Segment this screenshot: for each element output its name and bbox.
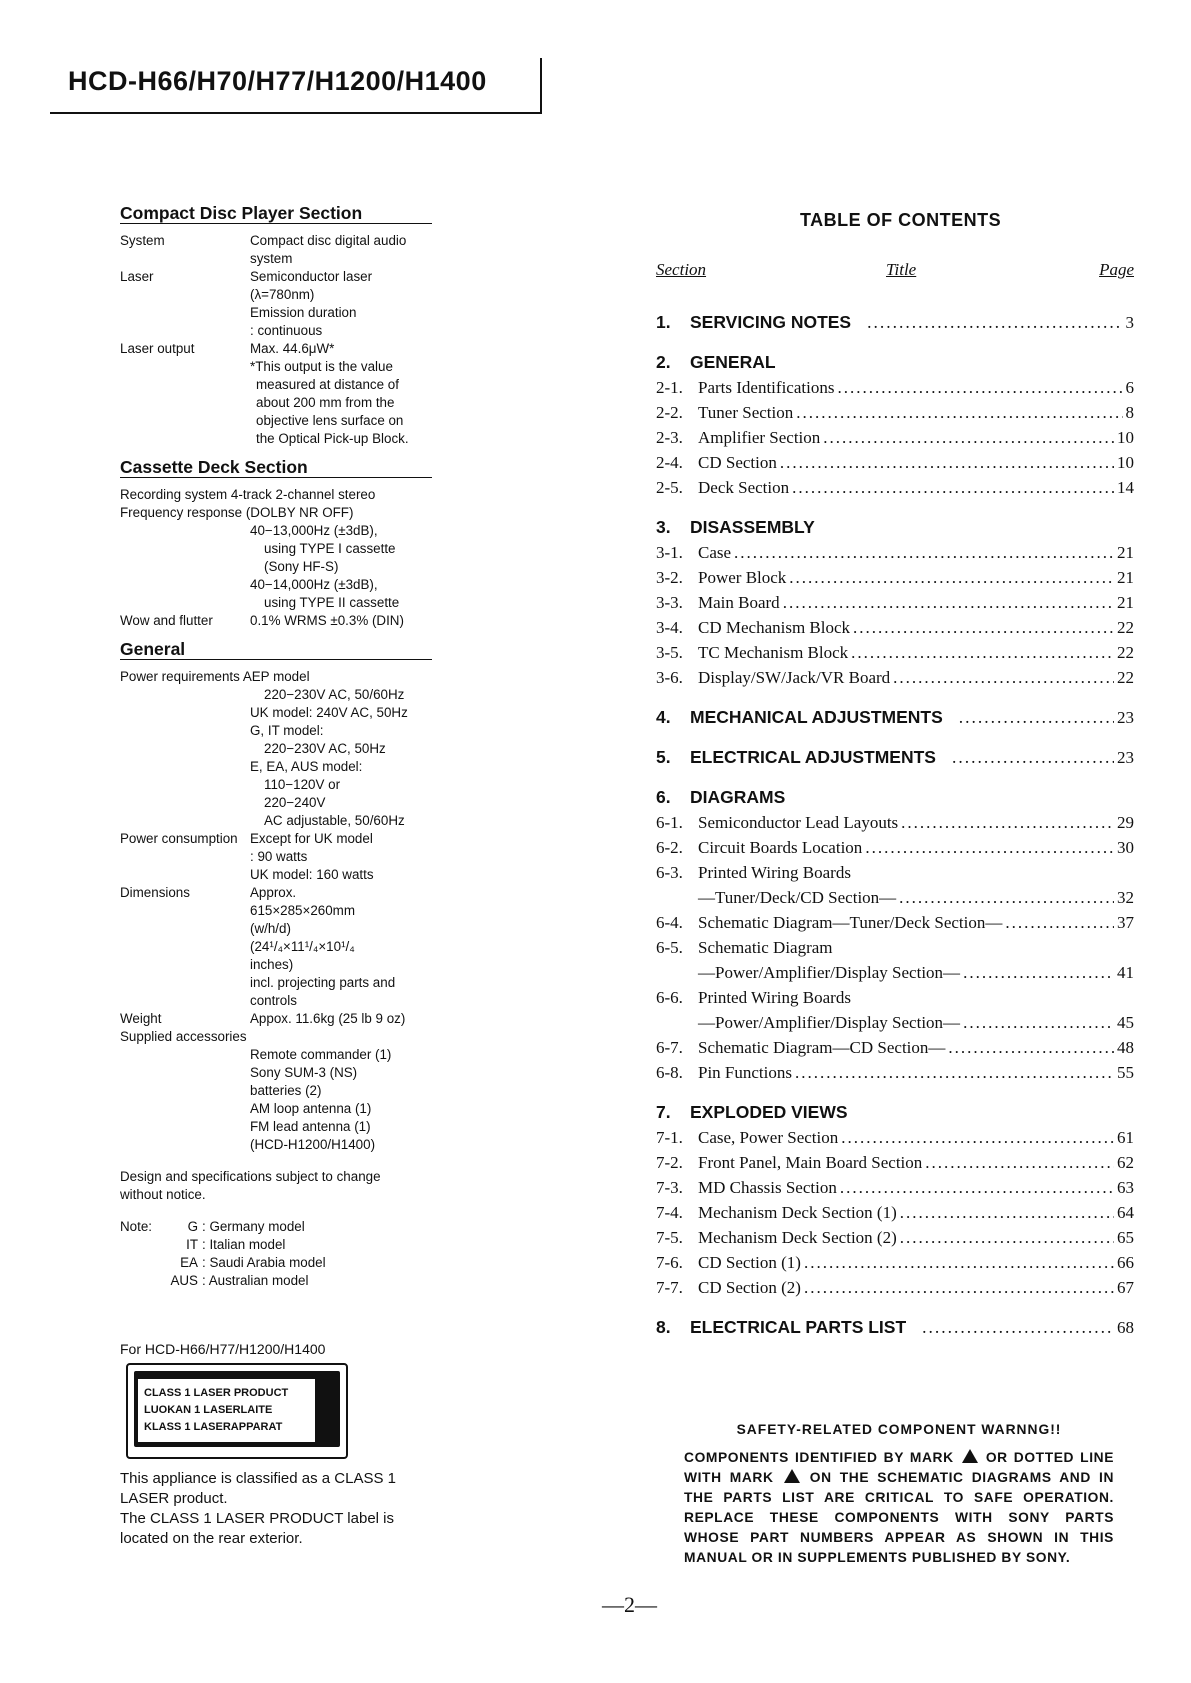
spec-label: Recording system	[120, 487, 228, 502]
toc-section	[656, 1100, 1134, 1300]
spec-value: Emission duration	[250, 305, 357, 320]
spec-value: 4-track 2-channel stereo	[230, 487, 376, 502]
spec-value: Except for UK model	[250, 831, 373, 846]
spec-value: 615×285×260mm	[250, 903, 355, 918]
safety-warning	[684, 1420, 1114, 1568]
spec-value: UK model: 240V AC, 50Hz	[250, 705, 408, 720]
toc-entry-continuation: —Power/Amplifier/Display Section— ..... 45	[656, 1010, 1134, 1035]
spec-value: AC adjustable, 50/60Hz	[264, 813, 405, 828]
spec-value: (DOLBY NR OFF)	[245, 505, 354, 520]
spec-value: inches)	[250, 957, 294, 972]
notes-label: Note:	[120, 1219, 153, 1234]
laser-classification-text: This appliance is classified as a CLASS 1 LASER product. The CLASS 1 LASER PRODUCT label is located on the rear exterior.	[120, 1470, 396, 1547]
toc-entry-continuation: —Tuner/Deck/CD Section— ..... 32	[656, 885, 1134, 910]
spec-value: : continuous	[250, 323, 323, 338]
cd-player-section	[120, 204, 440, 448]
spec-value: about 200 mm from the	[256, 395, 395, 410]
spec-value: incl. projecting parts and	[250, 975, 396, 990]
toc-entry: 6-2. Circuit Boards Location ..... 30	[656, 835, 1134, 860]
spec-value: : 90 watts	[250, 849, 308, 864]
toc-entry: 6-8. Pin Functions ..... 55	[656, 1060, 1134, 1085]
toc-entry-continuation: —Power/Amplifier/Display Section— ..... 41	[656, 960, 1134, 985]
model-title: HCD-H66/H70/H77/H1200/H1400	[68, 66, 487, 96]
toc-entry: 3-6. Display/SW/Jack/VR Board ..... 22	[656, 665, 1134, 690]
spec-value: UK model: 160 watts	[250, 867, 374, 882]
toc-entry: 7-7. CD Section (2) ..... 67	[656, 1275, 1134, 1300]
spec-value: 40−13,000Hz (±3dB),	[250, 523, 378, 538]
section-heading: Compact Disc Player Section	[120, 204, 432, 224]
spec-label: System	[120, 233, 165, 248]
spec-value: 110−120V or	[264, 777, 341, 792]
toc-section-heading: 7. EXPLODED VIEWS	[656, 1102, 848, 1122]
spec-label: Power consumption	[120, 831, 238, 846]
spec-value: FM lead antenna (1)	[250, 1119, 371, 1134]
col-title: Title	[886, 260, 917, 279]
toc-section-heading: 5. ELECTRICAL ADJUSTMENTS ..... 23	[656, 745, 1134, 770]
spec-value: the Optical Pick-up Block.	[256, 431, 409, 446]
spec-value: Semiconductor laser	[250, 269, 373, 284]
toc-entry: 6-3. Printed Wiring Boards	[656, 863, 851, 882]
toc-title: TABLE OF CONTENTS	[800, 210, 1002, 230]
spec-label: Frequency response	[120, 505, 243, 520]
toc-section	[656, 705, 1134, 730]
spec-value: Approx.	[250, 885, 297, 900]
spec-value: system	[250, 251, 293, 266]
header-underline	[50, 112, 542, 114]
spec-value: AM loop antenna (1)	[250, 1101, 372, 1116]
toc-section	[656, 515, 1134, 690]
toc-entry: 7-3. MD Chassis Section ..... 63	[656, 1175, 1134, 1200]
table-of-contents	[656, 310, 1134, 1355]
toc-entry: 6-6. Printed Wiring Boards	[656, 988, 851, 1007]
toc-section-heading: 8. ELECTRICAL PARTS LIST ..... 68	[656, 1315, 1134, 1340]
toc-section	[656, 1315, 1134, 1340]
spec-label: Power requirements	[120, 669, 240, 684]
spec-value: 0.1% WRMS ±0.3% (DIN)	[250, 613, 404, 628]
spec-value: using TYPE I cassette	[264, 541, 396, 556]
toc-entry: 6-5. Schematic Diagram	[656, 938, 833, 957]
spec-label: Laser	[120, 269, 154, 284]
toc-entry: 3-2. Power Block ..... 21	[656, 565, 1134, 590]
toc-section	[656, 350, 1134, 500]
section-heading: General	[120, 640, 432, 660]
toc-section-heading: 3. DISASSEMBLY	[656, 517, 815, 537]
toc-section	[656, 785, 1134, 1085]
spec-value: objective lens surface on	[256, 413, 404, 428]
toc-section-heading: 6. DIAGRAMS	[656, 787, 786, 807]
toc-entry: 3-1. Case ..... 21	[656, 540, 1134, 565]
spec-label: Dimensions	[120, 885, 190, 900]
toc-section	[656, 745, 1134, 770]
toc-entry: 6-4. Schematic Diagram—Tuner/Deck Section— ..... 37	[656, 910, 1134, 935]
col-page: Page	[1099, 260, 1134, 279]
design-note: Design and specifications subject to change without notice.	[120, 1169, 381, 1202]
spec-value: using TYPE II cassette	[264, 595, 400, 610]
spec-value: (w/h/d)	[250, 921, 291, 936]
section-heading: Cassette Deck Section	[120, 458, 432, 478]
laser-label-image	[126, 1363, 348, 1459]
toc-entry: 2-3. Amplifier Section ..... 10	[656, 425, 1134, 450]
specifications-column	[120, 204, 440, 1549]
spec-value: (Sony HF-S)	[264, 559, 339, 574]
spec-value: Appox. 11.6kg (25 lb 9 oz)	[250, 1011, 406, 1026]
page-number: —2—	[602, 1592, 657, 1617]
toc-section-heading: 1. SERVICING NOTES ..... 3	[656, 310, 1134, 335]
spec-value: Max. 44.6μW*	[250, 341, 335, 356]
laser-for-models: For HCD-H66/H77/H1200/H1400	[120, 1341, 326, 1357]
toc-entry: 7-2. Front Panel, Main Board Section ..... 62	[656, 1150, 1134, 1175]
toc-entry: 6-7. Schematic Diagram—CD Section— ..... 48	[656, 1035, 1134, 1060]
spec-label: Wow and flutter	[120, 613, 213, 628]
toc-entry: 7-5. Mechanism Deck Section (2) ..... 65	[656, 1225, 1134, 1250]
laser-label-text: CLASS 1 LASER PRODUCT LUOKAN 1 LASERLAITE KLASS 1 LASERAPPARAT	[138, 1379, 315, 1442]
toc-entry: 3-3. Main Board ..... 21	[656, 590, 1134, 615]
toc-section	[656, 310, 1134, 335]
spec-value: measured at distance of	[256, 377, 399, 392]
warning-body: COMPONENTS IDENTIFIED BY MARK OR DOTTED LINE WITH MARK ON THE SCHEMATIC DIAGRAMS AND IN THE PARTS LIST ARE CRITICAL TO SAFE OPERATION. REPLACE THESE COMPONENTS WITH SONY PARTS WHOSE PART NUMBERS APPEAR AS SHOWN IN THIS MANUAL OR IN SUPPLEMENTS PUBLISHED BY SONY.	[684, 1450, 1115, 1565]
toc-entry: 7-4. Mechanism Deck Section (1) ..... 64	[656, 1200, 1134, 1225]
spec-value: 40−14,000Hz (±3dB),	[250, 577, 378, 592]
warning-triangle-icon	[784, 1469, 800, 1483]
spec-value: batteries (2)	[250, 1083, 322, 1098]
general-section	[120, 640, 440, 1154]
toc-entry: 2-2. Tuner Section ..... 8	[656, 400, 1134, 425]
spec-value: Remote commander (1)	[250, 1047, 392, 1062]
toc-entry: 7-6. CD Section (1) ..... 66	[656, 1250, 1134, 1275]
spec-label: Weight	[120, 1011, 162, 1026]
warning-triangle-icon	[962, 1449, 978, 1463]
model-notes: Note: G : Germany model IT : Italian model EA : Saudi Arabia model AUS : Australian model	[120, 1219, 326, 1288]
spec-value: G, IT model:	[250, 723, 324, 738]
spec-value: E, EA, AUS model:	[250, 759, 363, 774]
spec-value: Compact disc digital audio	[250, 233, 407, 248]
toc-section-heading: 2. GENERAL	[656, 352, 776, 372]
cassette-deck-section	[120, 458, 440, 630]
toc-entry: 3-4. CD Mechanism Block ..... 22	[656, 615, 1134, 640]
toc-entry: 2-4. CD Section ..... 10	[656, 450, 1134, 475]
spec-value: AEP model	[242, 669, 310, 684]
spec-value: controls	[250, 993, 297, 1008]
toc-entry: 2-1. Parts Identifications ..... 6	[656, 375, 1134, 400]
toc-entry: 7-1. Case, Power Section ..... 61	[656, 1125, 1134, 1150]
spec-label: Laser output	[120, 341, 195, 356]
warning-title: SAFETY-RELATED COMPONENT WARNNG!!	[736, 1422, 1062, 1437]
spec-value: (λ=780nm)	[250, 287, 315, 302]
spec-value: (HCD-H1200/H1400)	[250, 1137, 376, 1152]
spec-value: *This output is the value	[250, 359, 393, 374]
toc-entry: 3-5. TC Mechanism Block ..... 22	[656, 640, 1134, 665]
spec-value: 220−240V	[264, 795, 326, 810]
spec-value: 220−230V AC, 50/60Hz	[264, 687, 405, 702]
toc-entry: 6-1. Semiconductor Lead Layouts ..... 29	[656, 810, 1134, 835]
spec-label: Supplied accessories	[120, 1029, 247, 1044]
header-vertical-rule	[540, 58, 542, 114]
col-section: Section	[656, 260, 707, 279]
toc-entry: 2-5. Deck Section ..... 14	[656, 475, 1134, 500]
spec-value: 220−230V AC, 50Hz	[264, 741, 386, 756]
spec-value: Sony SUM-3 (NS)	[250, 1065, 358, 1080]
toc-section-heading: 4. MECHANICAL ADJUSTMENTS ..... 23	[656, 705, 1134, 730]
spec-value: (24¹/₄×11¹/₄×10¹/₄	[250, 939, 355, 954]
